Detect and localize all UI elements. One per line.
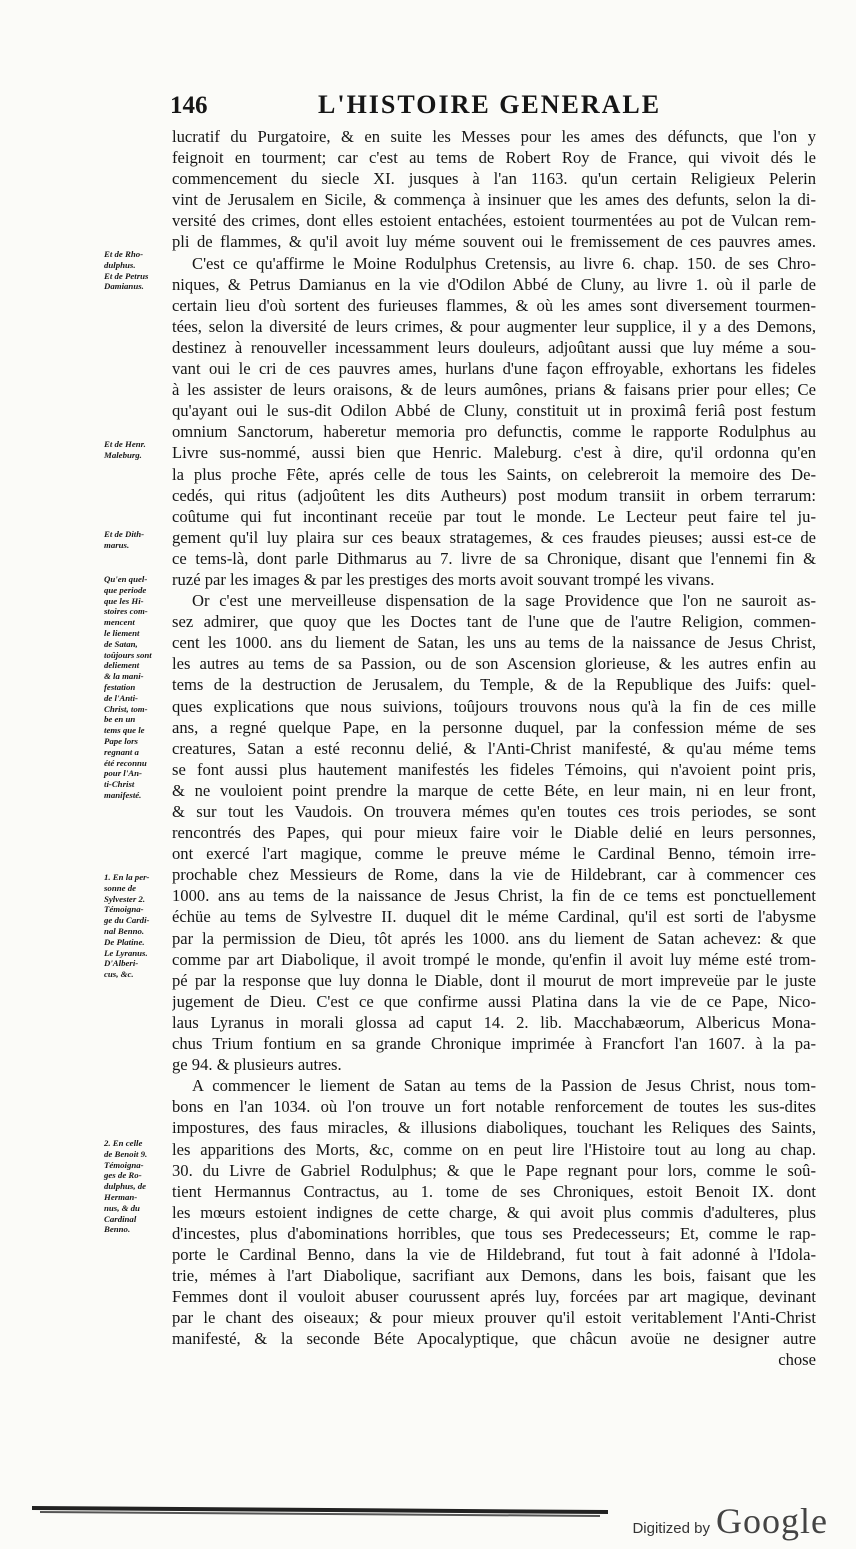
text-line: qu'ayant oui le sus-dit Odilon Abbé de Cluny, constituit ut in proximâ feriâ post festum xyxy=(172,401,816,421)
text-line: feignoit en tourment; car c'est au tems de Robert Roy de France, qui vivoit dés le xyxy=(172,148,816,168)
text-line: creatures, Satan a esté reconnu delié, & l'Anti-Christ manifesté, & qu'au méme tems xyxy=(172,738,816,758)
text-line: par la permission de Dieu, tôt aprés les 1000. ans du liement de Satan achevez: & que xyxy=(172,928,816,948)
text-line: ge 94. & plusieurs autres. xyxy=(172,1055,342,1075)
text-line: se font aussi plus hautement manifestés les fideles Témoins, qui n'avoient point pris, xyxy=(172,759,816,779)
text-line: ques explications que nous suivions, toûjours trouvons nous qu'à la fin de ces mille xyxy=(172,696,816,716)
text-line: chus Trium fontium en sa grande Chronique imprimée à Francfort l'an 1607. à la pa- xyxy=(172,1034,816,1054)
text-line: pé par la response que luy donna le Diable, dont il mourut de mort impreveüe par le juste xyxy=(172,970,816,990)
body-text xyxy=(172,126,816,1371)
text-line: les apparitions des Morts, &c, comme on en peut lire l'Histoire tout au long au chap. xyxy=(172,1139,816,1159)
text-line: chose xyxy=(778,1350,816,1370)
text-line: gement qu'il luy plaira sur ces beaux stratagemes, & ces fraudes pieuses; aussi est-ce de xyxy=(172,527,816,547)
margin-note: Qu'en quel- que periode que les Hi- stoires com- mencent le liement de Satan, toûjours sont deliement & la mani- festation de l'Anti- Christ, tom- be en un tems que le Pape lors regnant a été reconnu pour l'An- ti-Christ manifesté. xyxy=(104,574,152,800)
text-line: trie, mémes à l'art Diabolique, sacrifiant aux Demons, dans les bois, faisant que les xyxy=(172,1266,816,1286)
text-line: Femmes dont il vouloit abuser courussent aprés luy, forcées par art magique, devinant xyxy=(172,1287,816,1307)
page-number: 146 xyxy=(170,92,208,119)
text-line: & ne vouloient point prendre la marque de cette Béte, en leur main, ni en leur front, xyxy=(172,780,816,800)
text-line: Or c'est une merveilleuse dispensation de la sage Providence que l'on ne sauroit as- xyxy=(192,591,816,611)
margin-note: 2. En celle de Benoit 9. Témoigna- ges de Ro- dulphus, de Herman- nus, & du Cardinal Benno. xyxy=(104,1138,148,1235)
text-line: laus Lyranus in morali glossa ad caput 14. 2. lib. Macchabæorum, Albericus Mona- xyxy=(172,1012,816,1032)
running-head: L'HISTOIRE GENERALE xyxy=(318,90,662,119)
text-line: prochable chez Messieurs de Rome, dans la vie de Hildebrant, car à commencer ces xyxy=(172,865,816,885)
text-line: C'est ce qu'affirme le Moine Rodulphus Cretensis, au livre 6. chap. 150. de ses Chro- xyxy=(192,253,816,273)
text-line: vant oui le cri de ces pauvres ames, hurlans d'une façon effroyable, exhortans les fideles xyxy=(172,359,816,379)
text-line: pli de flammes, & qu'il avoit luy méme souvent oui le fremissement de ces pauvres ames. xyxy=(172,232,816,252)
text-line: impostures, des faus miracles, & illusions diaboliques, touchant les Reliques des Saints, xyxy=(172,1118,816,1138)
text-line: niques, & Petrus Damianus en la vie d'Odilon Abbé de Cluny, au livre 1. où il parle de xyxy=(172,274,816,294)
text-line: tées, selon la diversité de leurs crimes, & pour augmenter leur supplice, il y a des Demons, xyxy=(172,316,816,336)
text-line: destinez à renouveller incessamment leurs douleurs, adjoûtant aussi que luy méme a sou- xyxy=(172,337,816,357)
text-line: cent les 1000. ans du liement de Satan, les uns au tems de la naissance de Jesus Christ, xyxy=(172,633,816,653)
watermark-prefix: Digitized by xyxy=(632,1520,711,1537)
text-line: vint de Jerusalem en Sicile, & commença à insinuer que les ames des defunts, selon la di- xyxy=(172,190,816,210)
margin-note: Et de Dith- marus. xyxy=(104,529,145,550)
text-line: coûtume qui fut incontinant receüe par tout le monde. Le Lecteur peut faire tel ju- xyxy=(172,506,816,526)
text-line: par le chant des oiseaux; & pour mieux prouver qu'il estoit veritablement l'Anti-Christ xyxy=(172,1308,816,1328)
text-line: 30. du Livre de Gabriel Rodulphus; & que le Pape regnant pour lors, comme le soû- xyxy=(172,1160,816,1180)
margin-note: Et de Henr. Maleburg. xyxy=(104,439,146,460)
text-line: cedés, qui ritus (adjoûtent les dits Autheurs) post modum transiit in orbem terrarum: xyxy=(172,485,816,505)
text-line: ruzé par les images & par les prestiges des morts avoit souvant trompé les vivans. xyxy=(172,569,715,589)
text-line: rencontrés des Papes, qui pour mieux faire voir le Diable delié en leurs personnes, xyxy=(172,823,816,843)
text-line: Livre sus-nommé, aussi bien que Henric. Maleburg. c'est à dire, qu'il ordonna qu'en xyxy=(172,443,816,463)
text-line: versité des crimes, dont elles estoient entachées, estoient tourmentées au pot de Vulcan rem- xyxy=(172,211,816,231)
text-line: 1000. ans au tems de la naissance de Jesus Christ, la fin de ce tems est ponctuellement xyxy=(172,886,816,906)
text-line: A commencer le liement de Satan au tems de la Passion de Jesus Christ, nous tom- xyxy=(192,1076,816,1096)
text-line: ce tems-là, dont parle Dithmarus au 7. livre de sa Chronique, disant que l'ennemi fin & xyxy=(172,548,816,568)
google-logo: Google xyxy=(716,1501,828,1541)
margin-note: 1. En la per- sonne de Sylvester 2. Témoigna- ge du Cardi- nal Benno. De Platine. Le Lyranus. D'Alberi- cus, &c. xyxy=(104,872,150,980)
text-line: tems de la destruction de Jerusalem, du Temple, & de la Republique des Juifs: quel- xyxy=(172,675,816,695)
digitized-watermark xyxy=(632,1500,828,1542)
text-line: les mœurs estoient indignes de cette charge, & qui avoit plus commis d'adulteres, plus xyxy=(172,1202,816,1222)
text-line: ont exercé l'art magique, comme le preuve méme le Cardinal Benno, témoin irre- xyxy=(172,844,816,864)
text-line: jugement de Dieu. C'est ce que confirme aussi Platina dans la vie de ce Pape, Nico- xyxy=(172,991,816,1011)
text-line: sez admirer, que quoy que les Doctes tant de l'une que de l'autre Religion, commen- xyxy=(172,612,816,632)
text-line: les autres au tems de sa Passion, ou de son Ascension glorieuse, & les autres enfin au xyxy=(172,654,816,674)
text-line: certain lieu d'où sortent des furieuses flammes, & où les ames sont diversement tourmen- xyxy=(172,295,816,315)
text-line: & sur tout les Vaudois. On trouvera mémes qu'en toutes ces trois periodes, se sont xyxy=(172,802,816,821)
text-line: d'incestes, plus d'abominations horribles, que tous ses Predecesseurs; Et, comme le rap- xyxy=(172,1223,816,1243)
margin-note: Et de Rho- dulphus. Et de Petrus Damianus. xyxy=(104,249,149,292)
text-line: tient Hermannus Contractus, au 1. tome de ses Chroniques, estoit Benoit IX. dont xyxy=(172,1181,816,1201)
text-line: comme par art Diabolique, il avoit trompé le monde, qu'enfin il avoit luy méme esté trom- xyxy=(172,949,816,969)
text-line: à les assister de leurs oraisons, & de leurs aumônes, prians & faisans prier pour elles; Ce xyxy=(172,380,816,400)
text-line: échüe au tems de Sylvestre II. duquel dit le méme Cardinal, qu'il est sorti de l'abysme xyxy=(172,907,816,927)
text-line: manifesté, & la seconde Béte Apocalyptique, que châcun avoüe ne designer autre xyxy=(172,1329,816,1349)
text-line: ans, a regné quelque Pape, en la personne duquel, par la confession méme de ses xyxy=(172,717,816,737)
text-line: lucratif du Purgatoire, & en suite les Messes pour les ames des défuncts, que l'on y xyxy=(172,127,816,146)
text-line: la plus proche Fête, aprés celle de tous les Saints, on celebreroit la memoire des De- xyxy=(172,464,816,484)
text-line: porte le Cardinal Benno, dans la vie de Hildebrand, fut tout à fait adonné à l'Idola- xyxy=(172,1244,816,1264)
text-line: omnium Sanctorum, haberetur memoria pro defunctis, comme le rapporte Rodulphus au xyxy=(172,422,816,442)
text-line: bons en l'an 1034. où l'on trouve un fort notable renforcement de toutes les sus-dites xyxy=(172,1097,816,1117)
text-line: commencement du siecle XI. jusques à l'an 1163. qu'un certain Religieux Pelerin xyxy=(172,169,816,189)
